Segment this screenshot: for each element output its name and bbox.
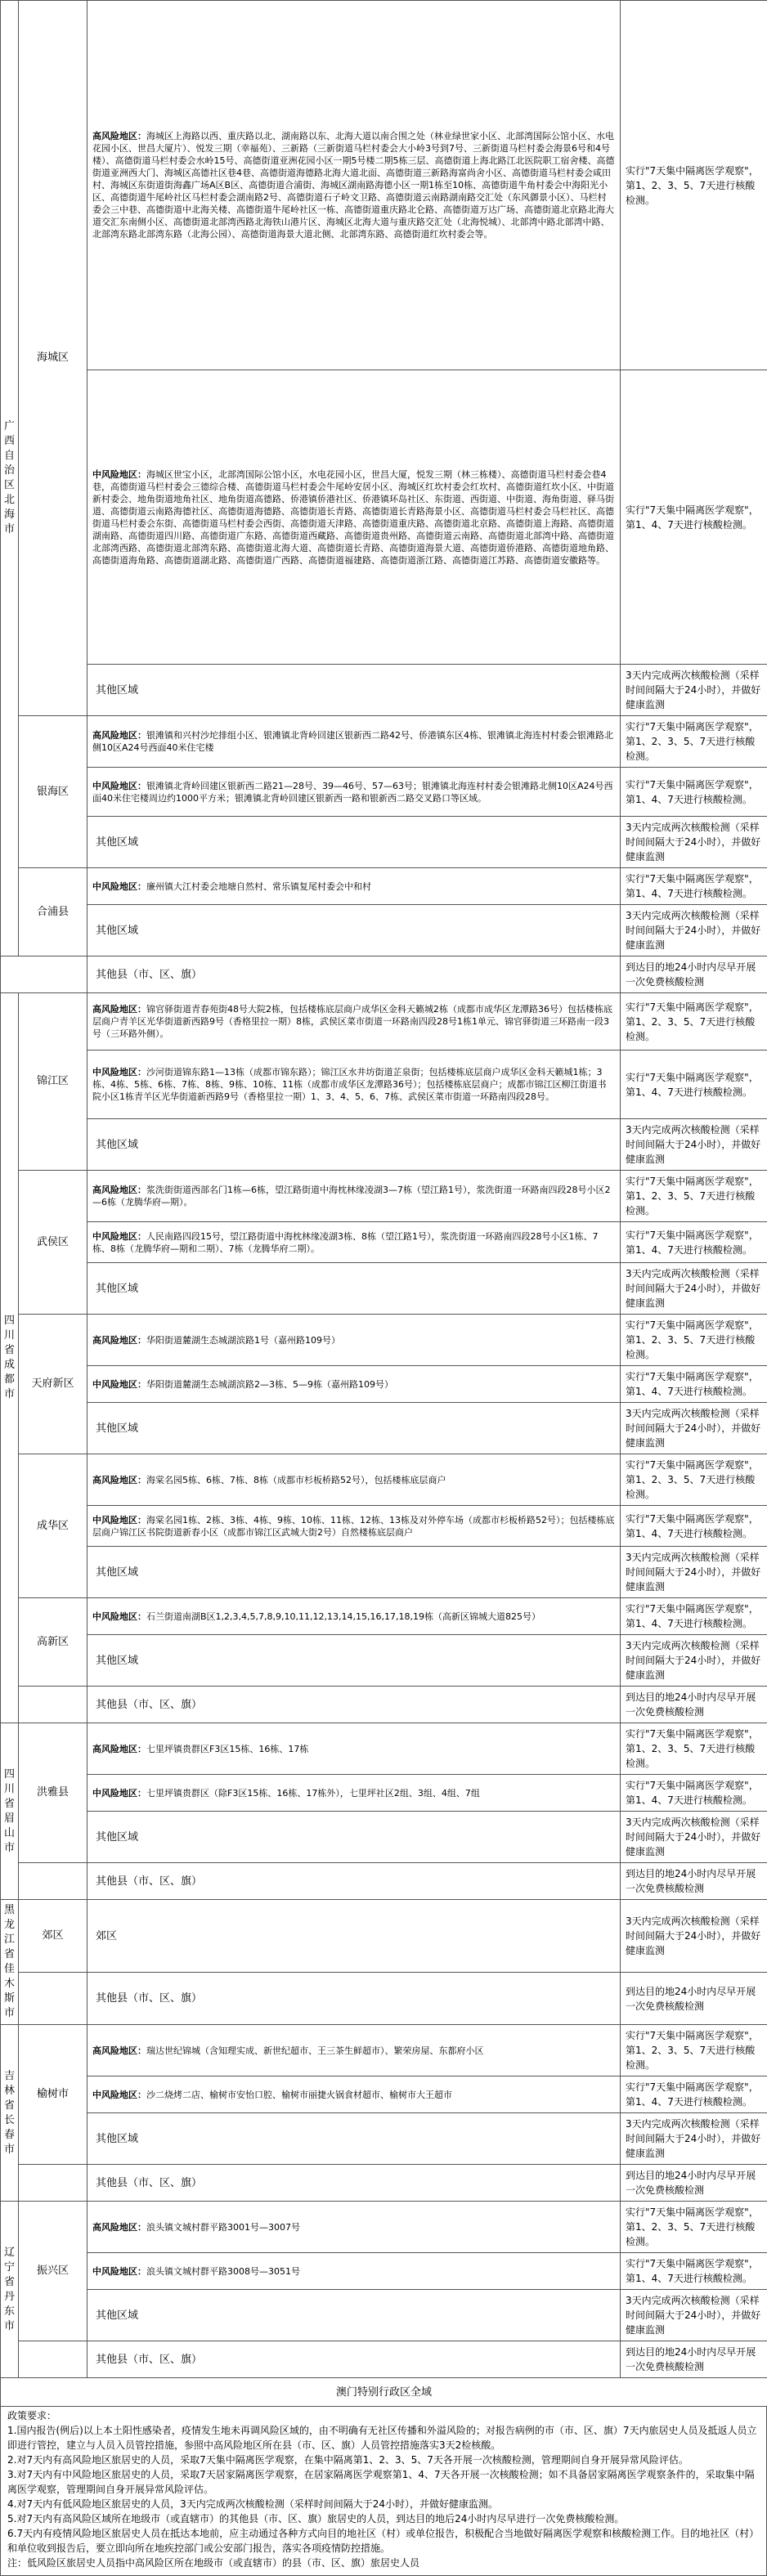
other-area-rule: 3天内完成两次核酸检测（采样时间间隔大于24小时），并做好健康监测 (621, 817, 767, 868)
high-risk-rule: 实行"7天集中隔离医学观察"，第1、2、3、5、7天进行核酸检测。 (621, 716, 767, 768)
county-cell: 合浦县 (19, 868, 87, 956)
mid-risk-rule: 实行"7天集中隔离医学观察"，第1、4、7天进行核酸检测。 (621, 1051, 767, 1119)
high-risk-rule: 实行"7天集中隔离医学观察"，第1、2、3、5、7天进行核酸检测。 (621, 1454, 767, 1506)
mid-risk-area (87, 1775, 621, 1812)
other-area-rule: 3天内完成两次核酸检测（采样时间间隔大于24小时），并做好健康监测 (621, 1812, 767, 1863)
other-counties: 其他县（市、区、旗） (87, 1687, 621, 1723)
mid-risk-text: 沙河街道锦东路1—13栋（成都市锦东路）；锦江区水井坊街道芷泉街；包括楼栋底层商户成华区金科天籁城1栋；3栋、4栋、5栋、6栋、7栋、8栋、9栋、10栋、11栋（成都市成华区龙潭路36号）；包括楼栋底层商户；成都市锦江区柳江街道书院小区1栋青羊区光华街道新西路9号（香格里拉一期）1、3、4、5、6、7栋、武侯区菜市街道一环路南四段28号。 (92, 1067, 606, 1102)
high-risk-rule: 实行"7天集中隔离医学观察"，第1、2、3、5、7天进行核酸检测。 (621, 1723, 767, 1775)
other-area: 其他区域 (87, 1547, 621, 1598)
policy-item: 5.对7天内有高风险区域所在地级市（或直辖市）的其他县（市、区、旗）旅居史的人员，到达目的地后24小时内尽早进行一次免费核酸检测。 (7, 2511, 760, 2526)
other-area: 其他区域 (87, 1263, 621, 1315)
other-area: 其他区域 (87, 905, 621, 956)
mid-risk-area (87, 370, 621, 665)
high-risk-rule: 实行"7天集中隔离医学观察"，第1、2、3、5、7天进行核酸检测。 (621, 993, 767, 1051)
high-risk-text: 银滩镇和兴村沙坨排组小区、银滩镇北背岭回建区银新西二路42号、侨港镇东区4栋、银滩镇北海连村村委会银滩路北侧10区A24号西面40米住宅楼 (92, 730, 613, 753)
county-cell: 振兴区 (19, 2202, 87, 2341)
mid-risk-rule: 实行"7天集中隔离医学观察"，第1、4、7天进行核酸检测。 (621, 370, 767, 665)
high-risk-rule: 实行"7天集中隔离医学观察"，第1、2、3、5、7天进行核酸检测。 (621, 1, 767, 370)
province-cell: 黑龙江省佳木斯市 (1, 1900, 19, 2025)
high-risk-label: 高风险地区： (92, 1335, 146, 1346)
other-area: 其他区域 (87, 1635, 621, 1687)
mid-risk-area (87, 1051, 621, 1119)
other-counties-rule: 到达目的地24小时内尽早开展一次免费核酸检测 (621, 956, 767, 993)
county-cell: 银海区 (19, 716, 87, 868)
mid-risk-text: 海城区世宝小区，北部湾国际公馆小区，水电花园小区，世昌大厦，悦发三期（林三栋楼）、高德街道马栏村委会巷4巷，高德街道马栏村委会三德综合楼、高德街道马栏村委会牛尾岭安居小区、海城区红坎村委会红坎村、高德街道红坎小区、中街道新村委会、地角街道地角社区、地角街道高德路、侨港镇侨港社区、侨港镇环岛社区、东街道、西街道、中街道、海角街道、驿马街道、高德街道云南路海德社区、高德街道海德路、高德街道长青路、高德街道长青路海景小区、高德街道马栏村委会马栏社区、高德街道马栏村委会东街、高德街道马栏村委会西街、高德街道天津路、高德街道重庆路、高德街道北京路、高德街道上海路、高德街道湖南路、高德街道四川路、高德街道广东路、高德街道西藏路、高德街道贵州路、高德街道云南路、高德街道北部湾中路、高德街道北部湾西路、高德街道北部湾东路、高德街道北海大道、高德街道长青路、高德街道海景大道、高德街道侨港路、高德街道地角路、高德街道海角路、高德街道湖北路、高德街道广西路、高德街道福建路、高德街道浙江路、高德街道江苏路、高德街道安徽路等。 (92, 469, 614, 566)
mid-risk-area (87, 2253, 621, 2290)
mid-risk-area (87, 1366, 621, 1403)
mid-risk-label: 中风险地区： (92, 1611, 146, 1622)
high-risk-area (87, 1723, 621, 1775)
province-cell: 四川省眉山市 (1, 1723, 19, 1900)
mid-risk-rule: 实行"7天集中隔离医学观察"，第1、4、7天进行核酸检测。 (621, 768, 767, 817)
county-cell: 海城区 (19, 1, 87, 716)
mid-risk-text: 华阳街道麓湖生态城湖滨路2—3栋、5—9栋（嘉州路109号） (146, 1379, 393, 1390)
other-counties: 其他县（市、区、旗） (87, 2341, 621, 2378)
province-cell: 吉林省长春市 (1, 2025, 19, 2202)
high-risk-label: 高风险地区： (92, 1004, 146, 1015)
county-cell: 郊区 (19, 1900, 87, 1973)
high-risk-rule: 实行"7天集中隔离医学观察"，第1、2、3、5、7天进行核酸检测。 (621, 2202, 767, 2253)
other-counties-rule: 到达目的地24小时内尽早开展一次免费核酸检测 (621, 2341, 767, 2378)
high-risk-area (87, 2202, 621, 2253)
high-risk-area (87, 1171, 621, 1222)
other-area-rule: 3天内完成两次核酸检测（采样时间间隔大于24小时），并做好健康监测 (621, 2113, 767, 2165)
high-risk-text: 七里坪镇贵群区F3区15栋、16栋、17栋 (146, 1744, 308, 1754)
mid-risk-rule: 实行"7天集中隔离医学观察"，第1、4、7天进行核酸检测。 (621, 1222, 767, 1263)
policy-item: 注：低风险区旅居史人员指中高风险区所在地级市（或直辖市）的县（市、区、旗）旅居史人员 (7, 2556, 760, 2570)
other-area-rule: 3天内完成两次核酸检测（采样时间间隔大于24小时），并做好健康监测 (621, 1403, 767, 1454)
high-risk-label: 高风险地区： (92, 131, 146, 141)
policy-item: 1.国内报告(例后)以上本土阳性感染者，疫情发生地未再调风险区域的，由不明确有无社区传播和外溢风险的；对报告病例的市（市、区、旗）7天内旅居史人员及抵返人员立即进行管控，建立与人员入员管控措施，参照中高风险地区所在县（市、区、旗）人员管控措施落实3天2检核酸。 (7, 2423, 760, 2453)
mid-risk-rule: 实行"7天集中隔离医学观察"，第1、4、7天进行核酸检测。 (621, 1506, 767, 1547)
policy-notes (0, 2407, 767, 2576)
high-risk-label: 高风险地区： (92, 2222, 146, 2233)
county-cell: 天府新区 (19, 1315, 87, 1454)
mid-risk-area (87, 1506, 621, 1547)
mid-risk-area (87, 2076, 621, 2113)
mid-risk-rule: 实行"7天集中隔离医学观察"，第1、4、7天进行核酸检测。 (621, 1598, 767, 1635)
mid-risk-area (87, 1222, 621, 1263)
high-risk-text: 瑞达世纪锦城（含知理实成、新世纪超市、王三茶生鲜超市）、繁荣房屋、东都府小区 (146, 2045, 484, 2056)
other-area-rule: 3天内完成两次核酸检测（采样时间间隔大于24小时），并做好健康监测 (621, 1635, 767, 1687)
high-risk-text: 浆洗街街道西部名门1栋—6栋，望江路街道中海枕林缘凌湖3—7栋（望江路1号），浆洗街道一环路南四段28号小区2—6栋（龙腾华府—期）。 (92, 1185, 611, 1207)
mid-risk-label: 中风险地区： (92, 1788, 146, 1799)
other-counties-rule: 到达目的地24小时内尽早开展一次免费核酸检测 (621, 2165, 767, 2202)
high-risk-rule: 实行"7天集中隔离医学观察"，第1、2、3、5、7天进行核酸检测。 (621, 1171, 767, 1222)
mid-risk-label: 中风险地区： (92, 1231, 146, 1242)
high-risk-area (87, 716, 621, 768)
mid-risk-rule: 实行"7天集中隔离医学观察"，第1、4、7天进行核酸检测。 (621, 1775, 767, 1812)
high-risk-area (87, 1315, 621, 1366)
high-risk-area (87, 1, 621, 370)
high-risk-area (87, 2025, 621, 2076)
other-counties: 其他县（市、区、旗） (87, 1973, 621, 2025)
high-risk-text: 锦官驿街道青春苑街48号大院2栋，包括楼栋底层商户成华区金科天籁城2栋（成都市成华区龙潭路36号）包括楼栋底层商户青羊区光华街道新西路9号（香格里拉一期）8栋，武侯区菜市街道一环路南四段28号1栋1单元、锦官驿街道三环路南一段3号（三环路外侧）。 (92, 1004, 612, 1039)
county-cell: 武侯区 (19, 1171, 87, 1315)
mid-risk-text: 七里坪镇贵群区（除F3区15栋、16栋、17栋外），七里坪社区2组、3组、4组、7组 (146, 1788, 480, 1799)
policy-title: 政策要求： (7, 2408, 760, 2423)
high-risk-label: 高风险地区： (92, 1185, 146, 1195)
mid-risk-label: 中风险地区： (92, 469, 146, 480)
high-risk-label: 高风险地区： (92, 730, 146, 741)
other-area: 其他区域 (87, 1119, 621, 1171)
other-area-rule: 3天内完成两次核酸检测（采样时间间隔大于24小时），并做好健康监测 (621, 905, 767, 956)
other-area-rule: 3天内完成两次核酸检测（采样时间间隔大于24小时），并做好健康监测 (621, 1119, 767, 1171)
county-cell: 成华区 (19, 1454, 87, 1598)
county-cell: 榆树市 (19, 2025, 87, 2165)
other-counties: 其他县（市、区、旗） (87, 2165, 621, 2202)
mid-risk-text: 人民南路四段15号，望江路街道中海枕林缘凌湖3栋、8栋（望江路1号），浆洗街道一环路南四段28号小区1栋、7栋、8栋（龙腾华府—期和二期）、7栋（龙腾华府二期）。 (92, 1231, 598, 1254)
high-risk-area (87, 993, 621, 1051)
other-counties: 其他县（市、区、旗） (87, 1863, 621, 1900)
area-rule: 3天内完成两次核酸检测（采样时间间隔大于24小时），并做好健康监测 (621, 1900, 767, 1973)
mid-risk-label: 中风险地区： (92, 1515, 146, 1525)
other-area: 其他区域 (87, 665, 621, 716)
mid-risk-text: 浪头镇文城村群平路3008号—3051号 (146, 2266, 300, 2277)
mid-risk-label: 中风险地区： (92, 2266, 146, 2277)
other-area: 其他区域 (87, 1403, 621, 1454)
other-area-rule: 3天内完成两次核酸检测（采样时间间隔大于24小时），并做好健康监测 (621, 2290, 767, 2341)
other-area: 其他区域 (87, 2290, 621, 2341)
other-area: 其他区域 (87, 1812, 621, 1863)
other-counties-rule: 到达目的地24小时内尽早开展一次免费核酸检测 (621, 1973, 767, 2025)
other-counties: 其他县（市、区、旗） (87, 956, 621, 993)
high-risk-text: 浪头镇文城村群平路3001号—3007号 (146, 2222, 300, 2233)
high-risk-label: 高风险地区： (92, 2045, 146, 2056)
province-cell: 广西自治区北海市 (1, 1, 19, 956)
high-risk-text: 海棠名园5栋、6栋、7栋、8栋（成都市杉板桥路52号），包括楼栋底层商户 (146, 1475, 446, 1485)
mid-risk-rule: 实行"7天集中隔离医学观察"，第1、4、7天进行核酸检测。 (621, 2253, 767, 2290)
other-area-rule: 3天内完成两次核酸检测（采样时间间隔大于24小时），并做好健康监测 (621, 1547, 767, 1598)
area-cell: 郊区 (87, 1900, 621, 1973)
mid-risk-label: 中风险地区： (92, 2090, 146, 2100)
mid-risk-text: 石兰街道南湖B区1,2,3,4,5,7,8,9,10,11,12,13,14,15,16,17,18,19栋（高新区锦城大道825号） (146, 1611, 540, 1622)
other-area-rule: 3天内完成两次核酸检测（采样时间间隔大于24小时），并做好健康监测 (621, 665, 767, 716)
macau-row: 澳门特别行政区全域 (1, 2378, 767, 2407)
high-risk-rule: 实行"7天集中隔离医学观察"，第1、2、3、5、7天进行核酸检测。 (621, 2025, 767, 2076)
mid-risk-text: 廉州镇大江村委会地塘自然村、常乐镇复尾村委会中和村 (146, 881, 371, 892)
mid-risk-text: 海棠名园1栋、2栋、3栋、4栋、9栋、10栋、11栋、12栋、13栋及对外停车场（成都市杉板桥路52号）；包括楼栋底层商户锦江区书院街道新春小区（成都市锦江区武城大街2号）自然楼栋底层商户 (92, 1515, 614, 1538)
mid-risk-text: 沙二烧烤二店、榆树市安怡口腔、榆树市丽捷火锅食材超市、榆树市大王超市 (146, 2090, 452, 2100)
policy-item: 2.对7天内有高风险地区旅居史的人员，采取7天集中隔离医学观察，在集中隔离第1、2、3、5、7天各开展一次核酸检测，管理期间自身开展异常风险评估。 (7, 2453, 760, 2467)
mid-risk-area (87, 1598, 621, 1635)
province-cell: 辽宁省丹东市 (1, 2202, 19, 2378)
county-cell: 高新区 (19, 1598, 87, 1687)
mid-risk-area (87, 768, 621, 817)
policy-item: 6.7天内有疫情风险地区旅居史人员在抵达本地前，应主动通过各种方式向目的地社区（村）或单位报告，积极配合当地做好隔离医学观察和核酸检测工作。目的地社区（村）和单位收到报告后，要立即向所在地疾控部门或公安部门报告，落实各项疫情防控措施。 (7, 2526, 760, 2556)
high-risk-rule: 实行"7天集中隔离医学观察"，第1、2、3、5、7天进行核酸检测。 (621, 1315, 767, 1366)
high-risk-area (87, 1454, 621, 1506)
county-cell: 洪雅县 (19, 1723, 87, 1863)
mid-risk-text: 银滩镇北背岭回建区银新西二路21—28号、39—46号、57—63号；银滩镇北海连村村委会银滩路北侧10区A24号西面40米住宅楼周边约1000平方米；银滩镇北背岭回建区银新西一路和银新西二路交叉路口等区域。 (92, 781, 613, 804)
high-risk-label: 高风险地区： (92, 1475, 146, 1485)
other-counties-rule: 到达目的地24小时内尽早开展一次免费核酸检测 (621, 1863, 767, 1900)
mid-risk-rule: 实行"7天集中隔离医学观察"，第1、4、7天进行核酸检测。 (621, 2076, 767, 2113)
other-area: 其他区域 (87, 2113, 621, 2165)
policy-item: 3.对7天内有中风险地区旅居史的人员，采取7天居家隔离医学观察，在居家隔离医学观察第1、4、7天各开展一次核酸检测；如不具备居家隔离医学观察条件的，采取集中隔离医学观察，管理期间自身开展异常风险评估。 (7, 2467, 760, 2497)
other-area-rule: 3天内完成两次核酸检测（采样时间间隔大于24小时），并做好健康监测 (621, 1263, 767, 1315)
mid-risk-rule: 实行"7天集中隔离医学观察"，第1、4、7天进行核酸检测。 (621, 868, 767, 905)
province-cell: 四川省成都市 (1, 993, 19, 1723)
county-cell: 锦江区 (19, 993, 87, 1171)
mid-risk-label: 中风险地区： (92, 1379, 146, 1390)
high-risk-label: 高风险地区： (92, 1744, 146, 1754)
mid-risk-label: 中风险地区： (92, 1067, 146, 1077)
policy-item: 4.对7天内有低风险地区旅居史的人员，3天内完成两次核酸检测（采样时间间隔大于24小时），并做好健康监测。 (7, 2497, 760, 2511)
other-counties-rule: 到达目的地24小时内尽早开展一次免费核酸检测 (621, 1687, 767, 1723)
mid-risk-label: 中风险地区： (92, 781, 146, 791)
other-area: 其他区域 (87, 817, 621, 868)
high-risk-text: 华阳街道麓湖生态城湖滨路1号（嘉州路109号） (146, 1335, 340, 1346)
mid-risk-area (87, 868, 621, 905)
mid-risk-rule: 实行"7天集中隔离医学观察"，第1、4、7天进行核酸检测。 (621, 1366, 767, 1403)
high-risk-text: 海城区上海路以西、重庆路以北、湖南路以东、北海大道以南合围之处（林业绿世家小区、北部湾国际公馆小区、水电花园小区、世昌大厦片）、悦发三期（幸福苑）、三新路（三新街道马栏村委会大小岭3号到7号、三新街道马栏村委会海景6号和4号楼）、高德街道马栏村委会水岭15号、高德街道亚洲花园小区一期5号楼二期5栋三层、高德街道上海北路江北医院职工宿舍楼、高德街道亚洲西大门、海城区高德社区巷4巷、高德街道海德路北海大道北面、高德街道三新路海富尚舍小区、高德街道马栏村委会咸田村、海城区东街道街海鑫广场A区B区、高德街道合浦街、海城区湖南路海德小区一期1栋至10栋、高德街道牛角村委会中海阳光小区、高德街道牛尾岭社区马栏村委会湖南路2号、高德街道石子岭文卫路、高德街道云南路湖南路交汇处（东风御景小区）、马栏村委会三中巷、高德街道中北海关楼、高德街道牛尾岭社区一栋、高德街道重庆路北仑路、高德街道万达广场、高德街道北京路北海大道交汇东南侧小区、高德街道北部湾西路北海铁山港片区、海城区北海大道与重庆路交汇处（北海悦城）、北部湾中路北部湾中路、北部湾东路北部湾东路（北海公园）、高德街道海景大道北侧、北部湾东路、高德街道红坎村委会等。 (92, 131, 615, 240)
mid-risk-label: 中风险地区： (92, 881, 146, 892)
